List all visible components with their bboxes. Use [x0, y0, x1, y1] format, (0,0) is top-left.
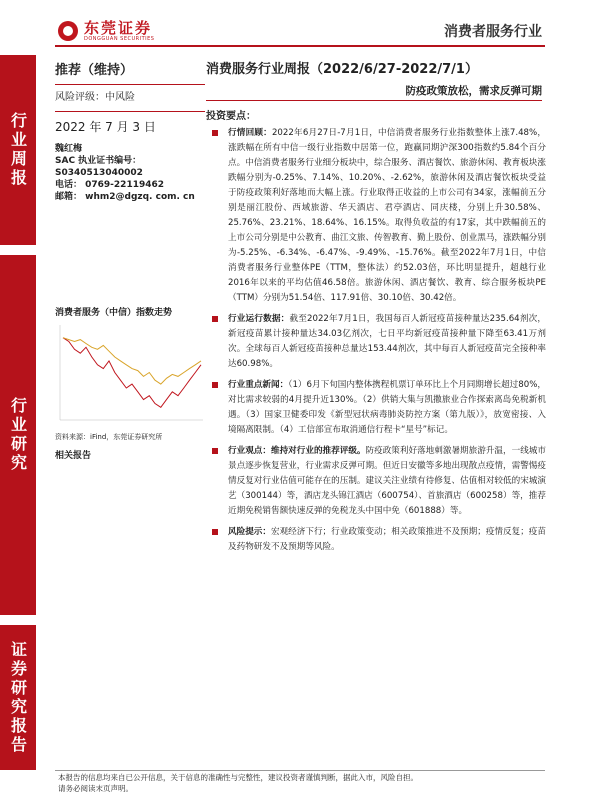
sidebar: [0, 55, 36, 770]
chart-plot: [55, 320, 205, 430]
sidebar-block-report: [0, 625, 36, 770]
analyst-phone: 电话： 0769-22119462: [55, 180, 165, 190]
logo-mark-icon: [58, 21, 78, 41]
bullet-market-review: [206, 126, 546, 306]
logo-subtext: DONGGUAN SECURITIES: [84, 36, 155, 42]
left-divider: [55, 84, 205, 85]
key-points: [206, 126, 546, 561]
bullet-industry-news: [206, 378, 546, 438]
analyst-name: 魏红梅: [55, 144, 83, 154]
footer-line-2: 请务必阅读末页声明。: [58, 784, 133, 793]
report-date: 2022 年 7 月 3 日: [55, 120, 156, 134]
chart-title: 消费者服务（中信）指数走势: [55, 308, 173, 318]
bullet-head: 行业重点新闻：: [228, 380, 289, 390]
index-chart: [55, 305, 205, 442]
report-subtitle: 防疫政策放松，需求反弹可期: [405, 85, 542, 97]
header-divider: [55, 45, 545, 47]
report-title: 消费服务行业周报（2022/6/27-2022/7/1）: [206, 62, 478, 77]
left-column: [55, 55, 205, 203]
bullet-body: 防疫政策利好落地刺激暑期旅游升温，一线城市景点逐步恢复营业，行业需求反弹可期。但近日安徽等多地出现散点疫情，需警惕疫情反复对行业估值可能存在的压制。建议关注业绩有待修复、估值相对较低的宋城演艺（300144）等，酒店龙头锦江酒店（600754）、首旅酒店（600258）等，推荐近期免税销售额快速反弹的免税龙头中国中免（601888）等。: [228, 446, 546, 516]
logo-text: 东莞证券: [84, 19, 153, 37]
bullet-body: 宏观经济下行；行业政策变动；相关政策推进不及预期；疫情反复；疫苗及药物研发不及预期等风险。: [228, 527, 546, 552]
related-reports-heading: 相关报告: [55, 451, 92, 461]
footer-divider: [55, 770, 545, 771]
rating: 推荐（维持）: [55, 63, 134, 78]
bullet-body: 2022年6月27日-7月1日，中信消费者服务行业指数整体上涨7.48%，涨跌幅在所有中信一级行业指数中居第一位，跑赢同期沪深300指数约5.84个百分点。中信消费者服务行业细分板块中，综合服务、酒店餐饮、旅游休闲、教育板块涨跌幅分别为-0.25%、7.14%、10.20%、-2.62%，旅游休闲及酒店餐饮板块受益于防疫政策利好落地而大幅上涨。行业取得正收益的上市公司有34家，涨幅前五分别是丽江股份、西域旅游、华天酒店、君亭酒店、同庆楼，分别上升30.58%、25.76%、23.21%、18.64%、16.15%。取得负收益的有17家，其中跌幅前五的上市公司分别是中公教育、曲江文旅、传智教育、勤上股份、创业黑马，涨跌幅分别为-5.25%、-6.34%、-6.47%、-9.49%、-15.76%。截至2022年7月1日，中信消费者服务行业整体PE（TTM，整体法）约52.03倍，环比明显提升，超越行业2016年以来的平均估值46.58倍。旅游休闲、酒店餐饮、教育、综合服务板块PE（TTM）分别为51.54倍、117.91倍、30.10倍、30.42倍。: [228, 128, 546, 303]
sidebar-label-weekly: 行业周报: [8, 112, 28, 188]
bullet-risk-warning: [206, 525, 546, 555]
analyst-email[interactable]: 邮箱： whm2@dgzq. com. cn: [55, 192, 195, 202]
footer-disclaimer: [58, 772, 548, 794]
bullet-head: 行业运行数据：: [228, 314, 290, 324]
title-divider: [206, 100, 542, 101]
sidebar-label-report: 证券研究报告: [8, 640, 28, 755]
sidebar-label-research: 行业研究: [8, 397, 28, 473]
industry-label: 消费者服务行业: [444, 24, 542, 40]
bullet-industry-view: [206, 444, 546, 519]
bullet-head: 风险提示：: [228, 527, 271, 537]
bullet-operating-data: [206, 312, 546, 372]
company-logo: [58, 20, 154, 42]
left-divider-2: [55, 111, 205, 112]
key-points-heading: 投资要点：: [206, 111, 256, 122]
bullet-body: （1）6月下旬国内整体携程机票订单环比上个月同期增长超过80%，对比需求较弱的4月提升近130%。（2）供销大集与凯撒旅业合作探索离岛免税新机遇。（3）国家卫健委印发《新型冠状病毒肺炎防控方案（第九版）》，放宽密接、入境隔离限制。（4）工信部宣布取消通信行程卡“星号”标记。: [228, 380, 546, 435]
bullet-body: 截至2022年7月1日，我国每百人新冠疫苗接种量达235.64剂次，新冠疫苗累计接种量达34.03亿剂次，七日平均新冠疫苗接种量下降至63.41万剂次。全球每百人新冠疫苗接种总量达153.44剂次，其中每百人新冠疫苗完全接种率达60.98%。: [228, 314, 546, 369]
bullet-head: 行情回顾：: [228, 128, 272, 138]
sidebar-block-weekly: [0, 55, 36, 245]
series-line-0: [63, 338, 201, 408]
risk-rating: 风险评级：中风险: [55, 92, 135, 103]
cert-number: S0340513040002: [55, 168, 143, 178]
footer-line-1: 本报告的信息均来自已公开信息，关于信息的准确性与完整性，建议投资者谨慎判断，据此入市，风险自担。: [58, 773, 418, 782]
series-line-1: [63, 338, 201, 384]
sidebar-block-research: [0, 255, 36, 615]
analyst-info: [55, 143, 205, 203]
bullet-head: 行业观点：维持对行业的推荐评级。: [228, 446, 366, 456]
chart-source: 资料来源：iFind，东莞证券研究所: [55, 433, 163, 441]
cert-label: SAC 执业证书编号：: [55, 156, 142, 166]
